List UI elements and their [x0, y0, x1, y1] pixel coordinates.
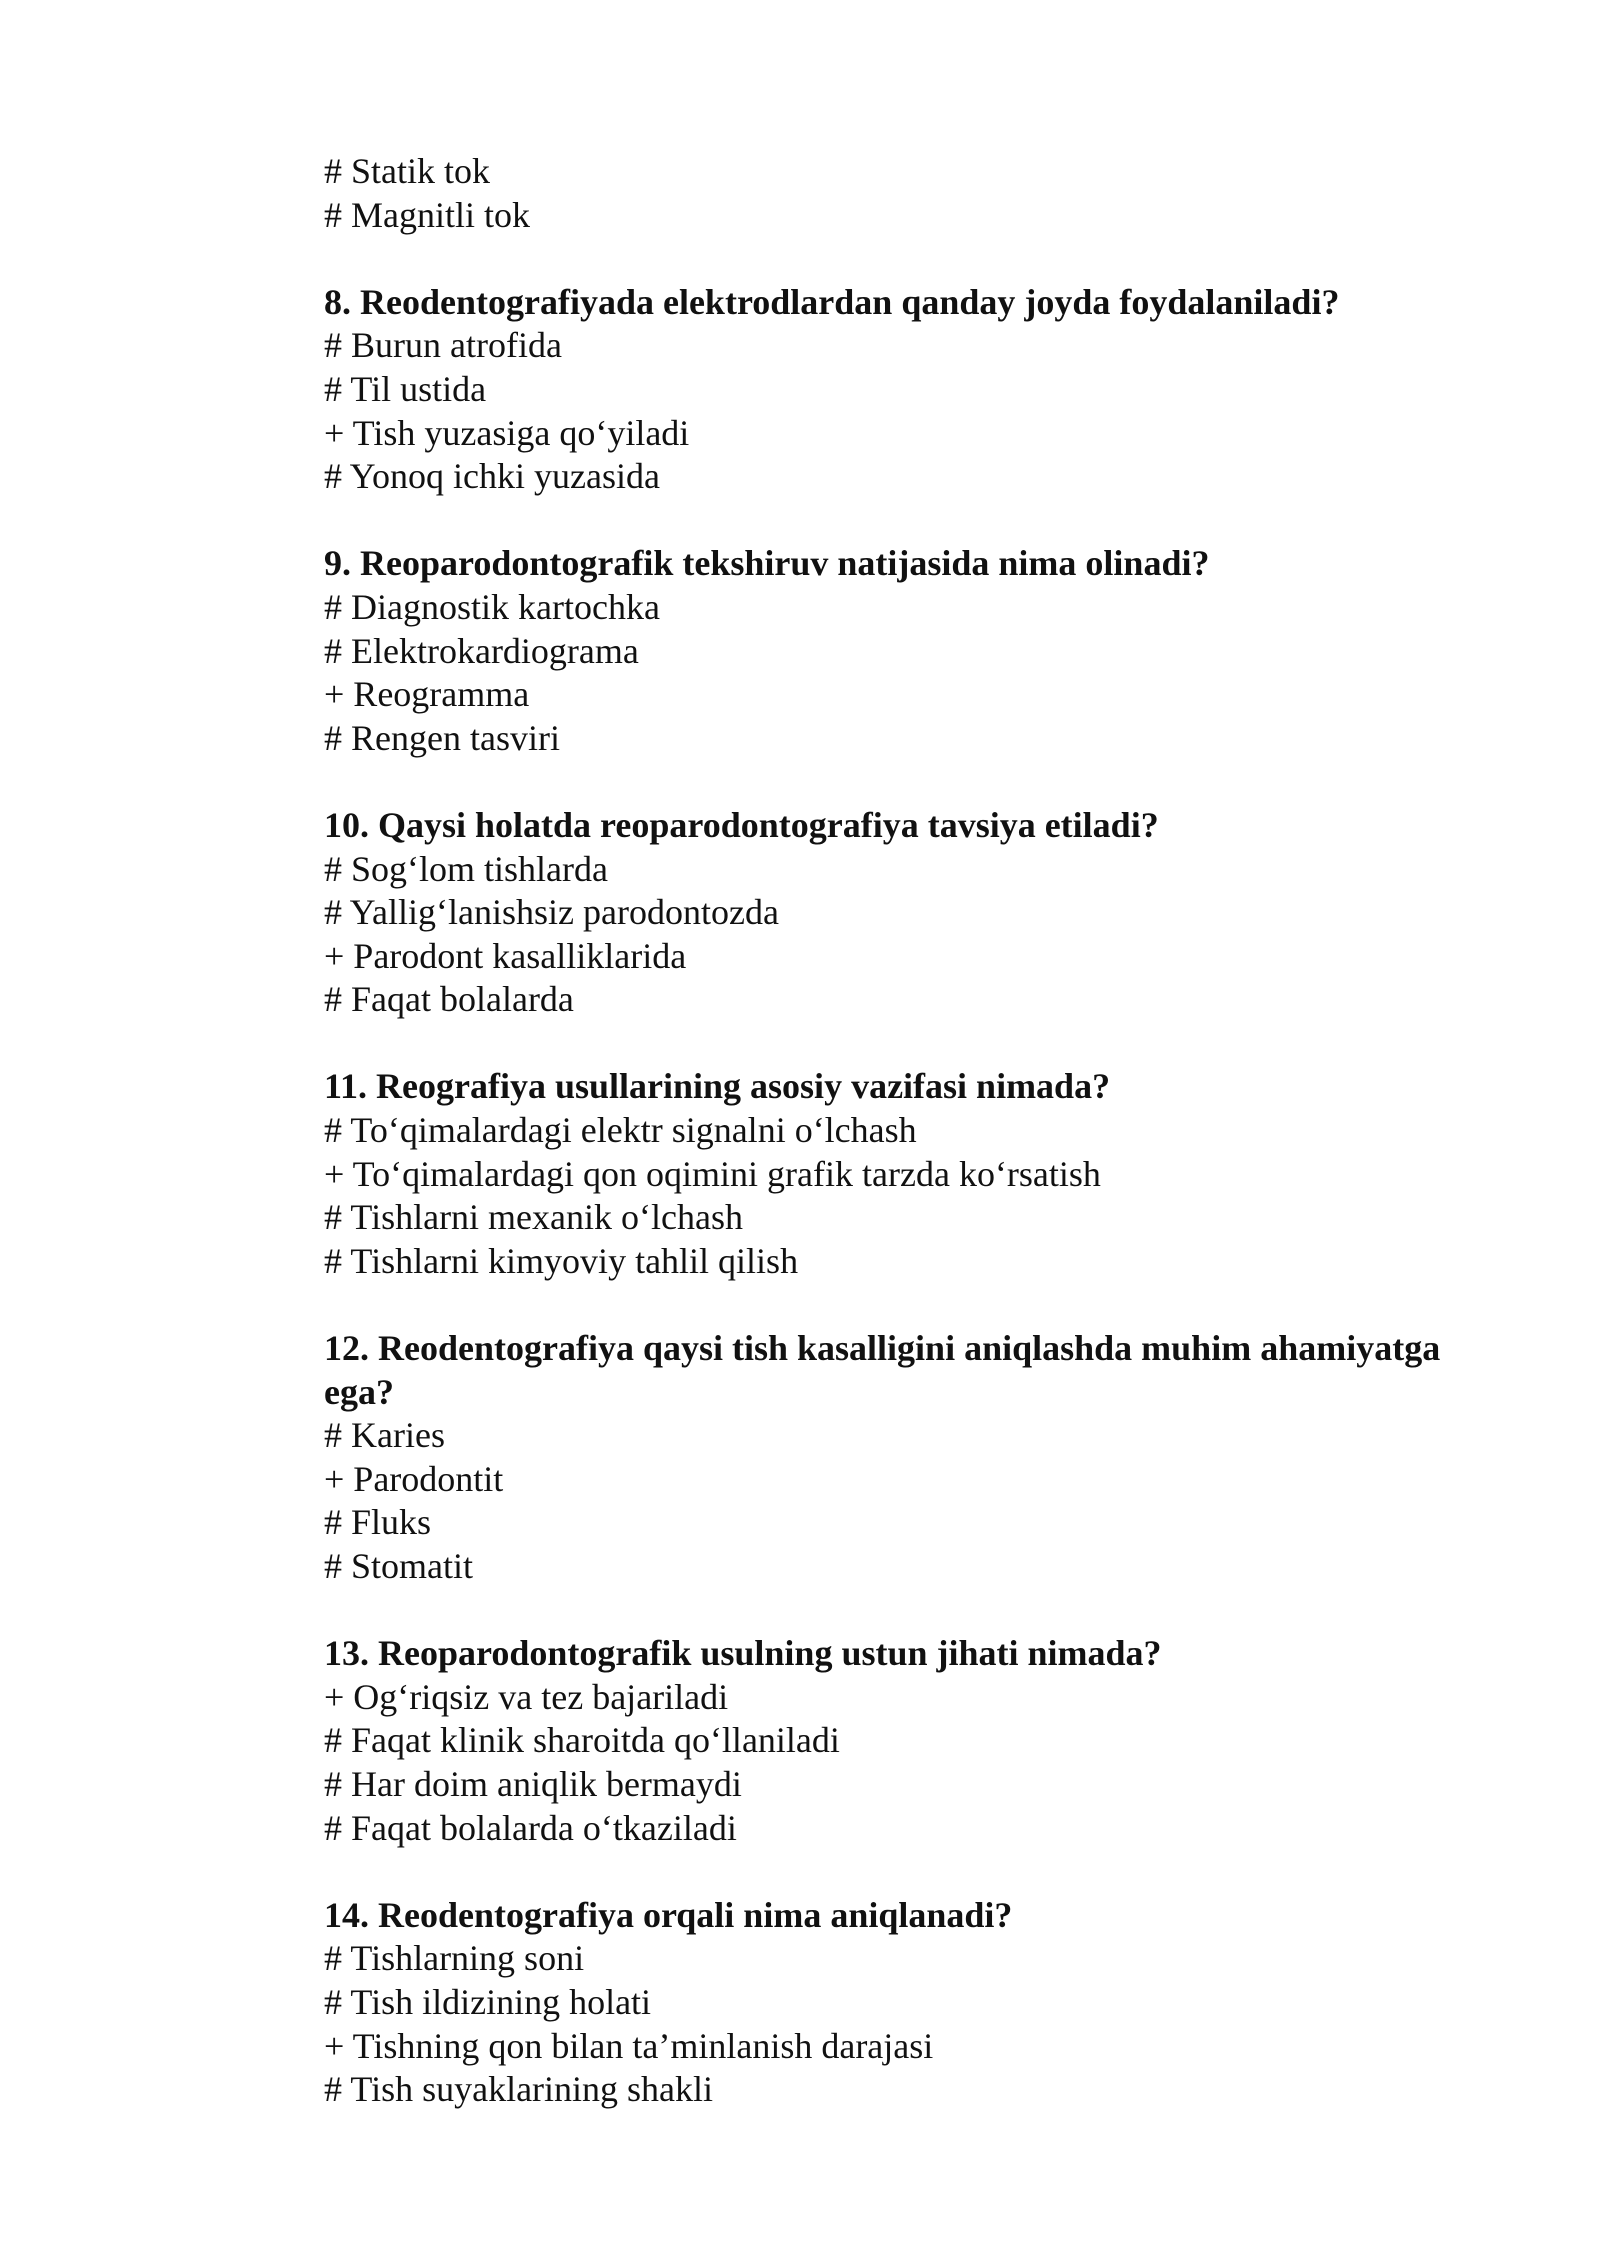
- option-line: # Tishlarni kimyoviy tahlil qilish: [324, 1240, 799, 1281]
- option-line: # Karies: [324, 1415, 445, 1456]
- document-page: [324, 150, 1504, 2112]
- option-line: + Tish yuzasiga qo‘yiladi: [324, 412, 690, 453]
- option-line: # Diagnostik kartochka: [324, 586, 660, 627]
- question-title: 13. Reoparodontografik usulning ustun jihati nimada?: [324, 1633, 1162, 1674]
- question-block-8: [324, 281, 1504, 499]
- question-block-10: [324, 804, 1504, 1022]
- question-block-13: [324, 1632, 1504, 1850]
- option-line: # Tish ildizining holati: [324, 1981, 652, 2022]
- option-line: # Faqat bolalarda: [324, 979, 574, 1020]
- option-line: # Til ustida: [324, 368, 487, 409]
- intro-options: [324, 150, 1504, 237]
- question-title: 14. Reodentografiya orqali nima aniqlanadi?: [324, 1894, 1013, 1935]
- option-line: # Sog‘lom tishlarda: [324, 848, 608, 889]
- question-block-9: [324, 542, 1504, 760]
- option-line: # Elektrokardiograma: [324, 630, 639, 671]
- question-title: 8. Reodentografiyada elektrodlardan qanday joyda foydalaniladi?: [324, 281, 1340, 322]
- question-title: 10. Qaysi holatda reoparodontografiya tavsiya etiladi?: [324, 804, 1159, 845]
- option-line: # Faqat klinik sharoitda qo‘llaniladi: [324, 1720, 840, 1761]
- option-line: + Reogramma: [324, 674, 530, 715]
- option-line: # Yallig‘lanishsiz parodontozda: [324, 892, 779, 933]
- option-line: # Har doim aniqlik bermaydi: [324, 1763, 742, 1804]
- option-line: + Parodont kasalliklarida: [324, 935, 687, 976]
- question-block-12: [324, 1327, 1504, 1589]
- question-title: 12. Reodentografiya qaysi tish kasalligini aniqlashda muhim ahamiyatga ega?: [324, 1328, 1441, 1412]
- option-line: + Og‘riqsiz va tez bajariladi: [324, 1676, 729, 1717]
- option-line: # Burun atrofida: [324, 325, 562, 366]
- option-line: + Parodontit: [324, 1458, 504, 1499]
- option-line: # Fluks: [324, 1502, 432, 1543]
- option-line: # Rengen tasviri: [324, 717, 560, 758]
- question-title: 9. Reoparodontografik tekshiruv natijasida nima olinadi?: [324, 543, 1210, 584]
- option-line: # Magnitli tok: [324, 194, 530, 235]
- option-line: # Tish suyaklarining shakli: [324, 2069, 714, 2110]
- option-line: # Tishlarning soni: [324, 1938, 585, 1979]
- option-line: # Yonoq ichki yuzasida: [324, 456, 660, 497]
- option-line: # Statik tok: [324, 151, 491, 191]
- option-line: + Tishning qon bilan ta’minlanish darajasi: [324, 2025, 934, 2066]
- option-line: # Tishlarni mexanik o‘lchash: [324, 1197, 743, 1238]
- question-block-14: [324, 1894, 1504, 2112]
- option-line: # Faqat bolalarda o‘tkaziladi: [324, 1807, 737, 1848]
- option-line: # To‘qimalardagi elektr signalni o‘lchash: [324, 1110, 917, 1151]
- option-line: + To‘qimalardagi qon oqimini grafik tarzda ko‘rsatish: [324, 1153, 1101, 1194]
- option-line: # Stomatit: [324, 1546, 474, 1586]
- question-title: 11. Reografiya usullarining asosiy vazifasi nimada?: [324, 1066, 1111, 1107]
- question-block-11: [324, 1065, 1504, 1283]
